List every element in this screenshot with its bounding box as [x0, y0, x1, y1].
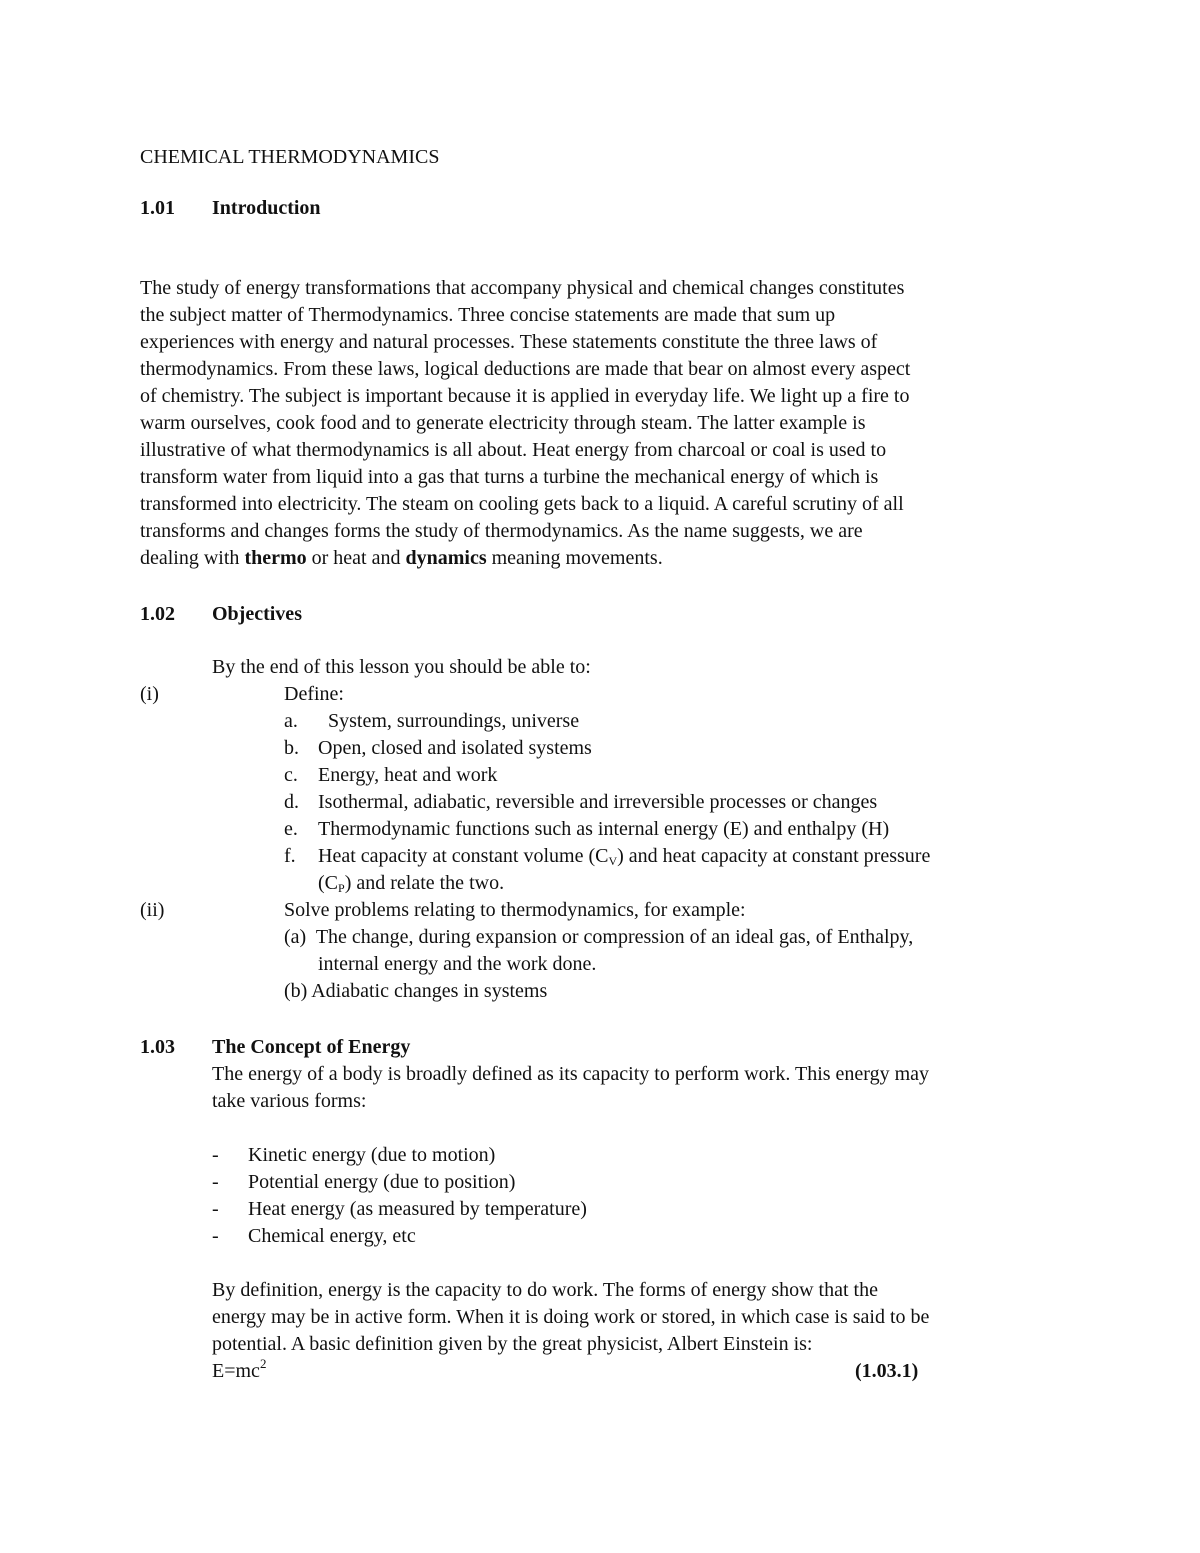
solve-item-a: (a) The change, during expansion or compression of an ideal gas, of Enthalpy, [284, 926, 914, 948]
paragraph-line: potential. A basic definition given by the great physicist, Albert Einstein is: [212, 1333, 813, 1355]
paragraph-line-last [140, 545, 910, 572]
text-run: ) and heat capacity at constant pressure [617, 845, 931, 867]
paragraph-line: thermodynamics. From these laws, logical deductions are made that bear on almost every aspect [140, 358, 911, 380]
definition-paragraph [212, 1277, 929, 1358]
define-item: System, surroundings, universe [318, 710, 580, 732]
equation-text: E=mc [212, 1360, 260, 1382]
define-item: Isothermal, adiabatic, reversible and irreversible processes or changes [318, 791, 878, 813]
define-item: Thermodynamic functions such as internal energy (E) and enthalpy (H) [318, 818, 890, 840]
define-item-marker: b. [284, 737, 299, 759]
list-marker-i: (i) [140, 683, 159, 705]
section-title: Objectives [212, 603, 302, 625]
paragraph-line: of chemistry. The subject is important because it is applied in everyday life. We light up a fire to [140, 385, 910, 407]
define-item-marker: c. [284, 764, 298, 786]
text-run: ) and relate the two. [344, 872, 505, 894]
bullet-dash: - [212, 1198, 219, 1220]
text-run: Heat capacity at constant volume (C [318, 845, 609, 867]
section-heading-concept-of-energy [140, 1036, 410, 1058]
text-run: dealing with [140, 547, 245, 569]
bold-term-dynamics: dynamics [405, 547, 487, 569]
text-run: or heat and [306, 547, 406, 569]
section-title: The Concept of Energy [212, 1036, 411, 1058]
bullet-dash: - [212, 1225, 219, 1247]
paragraph-line: energy may be in active form. When it is doing work or stored, in which case is said to be [212, 1306, 930, 1328]
introduction-paragraph [140, 275, 910, 572]
define-item-heat-capacity [318, 843, 930, 870]
paragraph-line: transformed into electricity. The steam on cooling gets back to a liquid. A careful scrutiny of all [140, 493, 904, 515]
energy-form-item: Kinetic energy (due to motion) [248, 1144, 496, 1166]
paragraph-line: transform water from liquid into a gas that turns a turbine the mechanical energy of which is [140, 466, 879, 488]
section-title: Introduction [212, 197, 321, 219]
bold-term-thermo: thermo [244, 547, 307, 569]
solve-item-a-cont: internal energy and the work done. [318, 953, 597, 975]
define-label: Define: [284, 683, 344, 705]
list-marker-ii: (ii) [140, 899, 165, 921]
define-item: Energy, heat and work [318, 764, 498, 786]
paragraph-line: warm ourselves, cook food and to generate electricity through steam. The latter example is [140, 412, 866, 434]
define-item: Open, closed and isolated systems [318, 737, 592, 759]
objectives-lead: By the end of this lesson you should be able to: [212, 656, 591, 678]
energy-form-item: Chemical energy, etc [248, 1225, 416, 1247]
energy-form-item: Heat energy (as measured by temperature) [248, 1198, 587, 1220]
solve-item-b: (b) Adiabatic changes in systems [284, 980, 548, 1002]
paragraph-line: take various forms: [212, 1090, 367, 1112]
paragraph-line: illustrative of what thermodynamics is all about. Heat energy from charcoal or coal is used to [140, 439, 887, 461]
define-item-marker: f. [284, 845, 296, 867]
section-number: 1.02 [140, 603, 175, 625]
section-number: 1.03 [140, 1036, 175, 1058]
section-heading-objectives [140, 603, 302, 625]
paragraph-line: experiences with energy and natural processes. These statements constitute the three laws of [140, 331, 878, 353]
bullet-dash: - [212, 1144, 219, 1166]
equation-superscript: 2 [259, 1356, 267, 1371]
define-item-heat-capacity-cont [318, 870, 504, 897]
paragraph-line: The study of energy transformations that accompany physical and chemical changes constitutes [140, 277, 905, 299]
section-number: 1.01 [140, 197, 175, 219]
subscript-p: P [338, 881, 345, 895]
equation [212, 1358, 266, 1385]
solve-label: Solve problems relating to thermodynamics, for example: [284, 899, 746, 921]
document-title: CHEMICAL THERMODYNAMICS [140, 146, 440, 168]
paragraph-line: The energy of a body is broadly defined as its capacity to perform work. This energy may [212, 1063, 930, 1085]
define-item-marker: d. [284, 791, 299, 813]
text-run: meaning movements. [486, 547, 663, 569]
text-run: (C [318, 872, 338, 894]
bullet-dash: - [212, 1171, 219, 1193]
concept-paragraph [212, 1061, 929, 1115]
define-item-marker: a. [284, 710, 298, 732]
define-item-marker: e. [284, 818, 298, 840]
energy-form-item: Potential energy (due to position) [248, 1171, 516, 1193]
paragraph-line: the subject matter of Thermodynamics. Three concise statements are made that sum up [140, 304, 836, 326]
equation-label: (1.03.1) [855, 1360, 919, 1382]
subscript-v: V [608, 854, 618, 868]
section-heading-introduction [140, 197, 321, 219]
paragraph-line: By definition, energy is the capacity to do work. The forms of energy show that the [212, 1279, 878, 1301]
paragraph-line: transforms and changes forms the study of thermodynamics. As the name suggests, we are [140, 520, 863, 542]
